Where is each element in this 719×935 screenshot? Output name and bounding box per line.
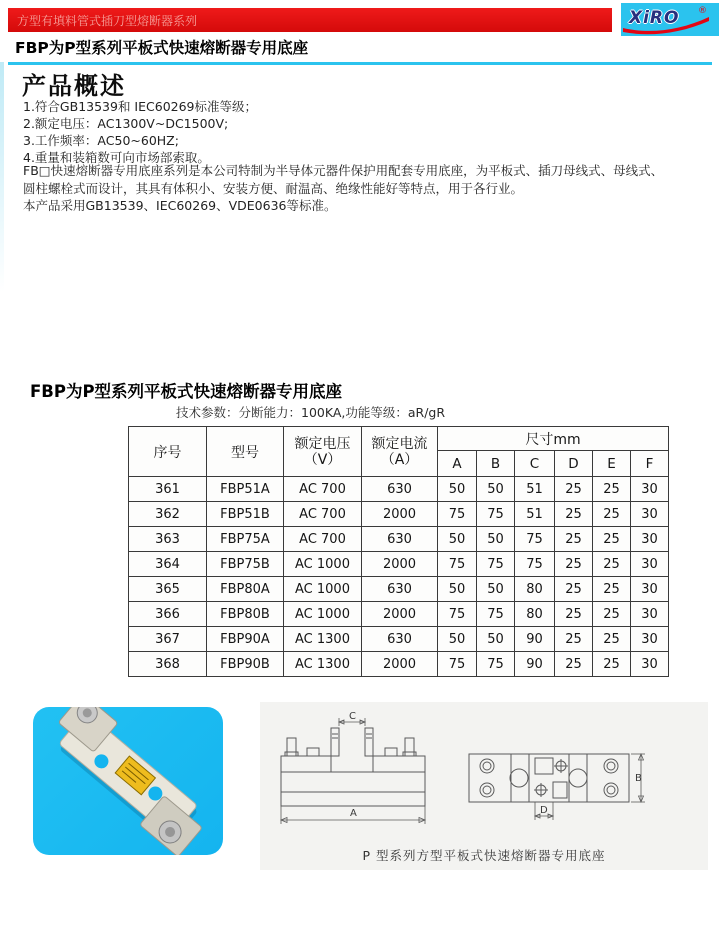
table-cell: FBP75B [207, 552, 284, 577]
table-cell: 25 [593, 477, 631, 502]
overview-description [23, 162, 717, 215]
current-unit: （A） [380, 451, 419, 468]
table-cell: AC 700 [284, 527, 362, 552]
registered-mark: ® [698, 6, 707, 16]
table-cell: 50 [477, 477, 515, 502]
table-cell: 90 [515, 652, 555, 677]
table-cell: 50 [438, 577, 477, 602]
table-cell: 367 [129, 627, 207, 652]
table-cell: 75 [477, 552, 515, 577]
brand-logo [621, 3, 719, 36]
table-cell: 50 [438, 477, 477, 502]
table-cell: 2000 [362, 652, 438, 677]
table-cell: 30 [631, 552, 669, 577]
table-row [129, 502, 669, 527]
col-header-model: 型号 [207, 427, 284, 477]
table-cell: AC 700 [284, 502, 362, 527]
table-cell: AC 700 [284, 477, 362, 502]
overview-list [23, 98, 257, 166]
table-cell: 25 [593, 627, 631, 652]
spec-table-body [129, 477, 669, 677]
table-cell: AC 1300 [284, 627, 362, 652]
overview-heading: 产品概述 [22, 72, 126, 100]
table-cell: 2000 [362, 552, 438, 577]
table-cell: 51 [515, 502, 555, 527]
table-cell: 30 [631, 527, 669, 552]
table-cell: 51 [515, 477, 555, 502]
figure-caption: P 型系列方型平板式快速熔断器专用底座 [362, 848, 606, 863]
table-cell: AC 1000 [284, 577, 362, 602]
table-cell: 50 [477, 527, 515, 552]
table-cell: 630 [362, 527, 438, 552]
description-line: FB□快速熔断器专用底座系列是本公司特制为半导体元器件保护用配套专用底座，为平板式、插刀母线式、母线式、 [23, 163, 664, 178]
table-cell: 25 [593, 502, 631, 527]
col-header-voltage [284, 427, 362, 477]
table-cell: 363 [129, 527, 207, 552]
overview-item: 4.重量和装箱数可向市场部索取。 [23, 150, 210, 165]
table-cell: 80 [515, 577, 555, 602]
table-cell: 75 [515, 552, 555, 577]
table-cell: 50 [477, 627, 515, 652]
page-title: FBP为P型系列平板式快速熔断器专用底座 [15, 39, 309, 57]
table-cell: 75 [438, 502, 477, 527]
voltage-unit: （V） [303, 451, 342, 468]
current-label: 额定电流 [371, 435, 428, 452]
table-cell: 25 [593, 552, 631, 577]
table-cell: 75 [477, 502, 515, 527]
table-cell: 364 [129, 552, 207, 577]
table-row [129, 477, 669, 502]
table-cell: 30 [631, 602, 669, 627]
table-cell: 25 [555, 502, 593, 527]
table-cell: 25 [555, 577, 593, 602]
table-row [129, 577, 669, 602]
table-cell: 25 [593, 577, 631, 602]
table-cell: 25 [593, 652, 631, 677]
left-edge-strip [0, 62, 4, 292]
table-cell: 75 [438, 552, 477, 577]
table-cell: 50 [438, 527, 477, 552]
dim-label-d: D [540, 805, 548, 816]
table-cell: 25 [593, 527, 631, 552]
tech-params: 技术参数：分断能力：100KA,功能等级：aR/gR [176, 405, 446, 420]
section-title: FBP为P型系列平板式快速熔断器专用底座 [30, 382, 343, 401]
description-line: 圆柱螺栓式而设计，其具有体积小、安装方便、耐温高、绝缘性能好等特点，用于各行业。 [23, 180, 524, 196]
table-cell: 25 [555, 627, 593, 652]
dim-col-e: E [593, 451, 631, 477]
header-divider [8, 62, 712, 65]
overview-item: 1.符合GB13539和 IEC60269标准等级； [23, 99, 258, 114]
table-cell: 362 [129, 502, 207, 527]
side-view-drawing [273, 712, 433, 838]
overview-item: 3.工作频率：AC50~60HZ; [23, 133, 179, 148]
table-cell: FBP51A [207, 477, 284, 502]
table-cell: 30 [631, 577, 669, 602]
table-row [129, 652, 669, 677]
fuse-base-photo-illustration [33, 707, 223, 855]
table-cell: FBP75A [207, 527, 284, 552]
table-cell: 365 [129, 577, 207, 602]
table-cell: 2000 [362, 602, 438, 627]
table-cell: 25 [555, 652, 593, 677]
table-cell: FBP51B [207, 502, 284, 527]
dim-col-f: F [631, 451, 669, 477]
col-header-serial: 序号 [129, 427, 207, 477]
series-title-bar [8, 8, 612, 32]
overview-item: 2.额定电压：AC1300V~DC1500V; [23, 116, 229, 131]
table-cell: AC 1000 [284, 552, 362, 577]
table-cell: 25 [555, 602, 593, 627]
table-cell: 25 [555, 552, 593, 577]
table-cell: 50 [438, 627, 477, 652]
table-cell: 50 [477, 577, 515, 602]
table-cell: AC 1300 [284, 652, 362, 677]
table-cell: 75 [477, 652, 515, 677]
logo-text: XiRO [629, 8, 680, 28]
table-cell: 30 [631, 652, 669, 677]
table-cell: 25 [555, 477, 593, 502]
table-cell: 75 [477, 602, 515, 627]
table-cell: 30 [631, 627, 669, 652]
col-header-dimensions: 尺寸mm [438, 427, 669, 451]
table-cell: 361 [129, 477, 207, 502]
dim-col-c: C [515, 451, 555, 477]
top-view-drawing [465, 746, 650, 826]
table-cell: FBP80B [207, 602, 284, 627]
col-header-current [362, 427, 438, 477]
table-cell: 2000 [362, 502, 438, 527]
table-cell: 630 [362, 627, 438, 652]
drawing-panel [260, 702, 708, 870]
description-line: 本产品采用GB13539、IEC60269、VDE0636等标准。 [23, 198, 337, 213]
table-cell: 630 [362, 477, 438, 502]
table-cell: 80 [515, 602, 555, 627]
series-title: 方型有填料管式插刀型熔断器系列 [17, 13, 198, 28]
dim-label-c: C [349, 712, 356, 722]
table-cell: AC 1000 [284, 602, 362, 627]
table-cell: 75 [515, 527, 555, 552]
table-row [129, 527, 669, 552]
dim-col-a: A [438, 451, 477, 477]
table-cell: 368 [129, 652, 207, 677]
dim-label-b: B [635, 773, 642, 784]
table-cell: 75 [438, 602, 477, 627]
table-row [129, 627, 669, 652]
voltage-label: 额定电压 [294, 435, 351, 452]
dim-label-a: A [350, 808, 357, 819]
table-cell: 25 [555, 527, 593, 552]
product-photo [33, 707, 223, 855]
table-cell: 30 [631, 477, 669, 502]
table-cell: 75 [438, 652, 477, 677]
table-row [129, 552, 669, 577]
dim-col-b: B [477, 451, 515, 477]
table-cell: 25 [593, 602, 631, 627]
table-cell: 90 [515, 627, 555, 652]
table-row [129, 602, 669, 627]
table-cell: 30 [631, 502, 669, 527]
table-cell: FBP90A [207, 627, 284, 652]
table-cell: FBP90B [207, 652, 284, 677]
table-cell: 366 [129, 602, 207, 627]
dim-col-d: D [555, 451, 593, 477]
table-cell: FBP80A [207, 577, 284, 602]
table-cell: 630 [362, 577, 438, 602]
spec-table [128, 426, 669, 677]
